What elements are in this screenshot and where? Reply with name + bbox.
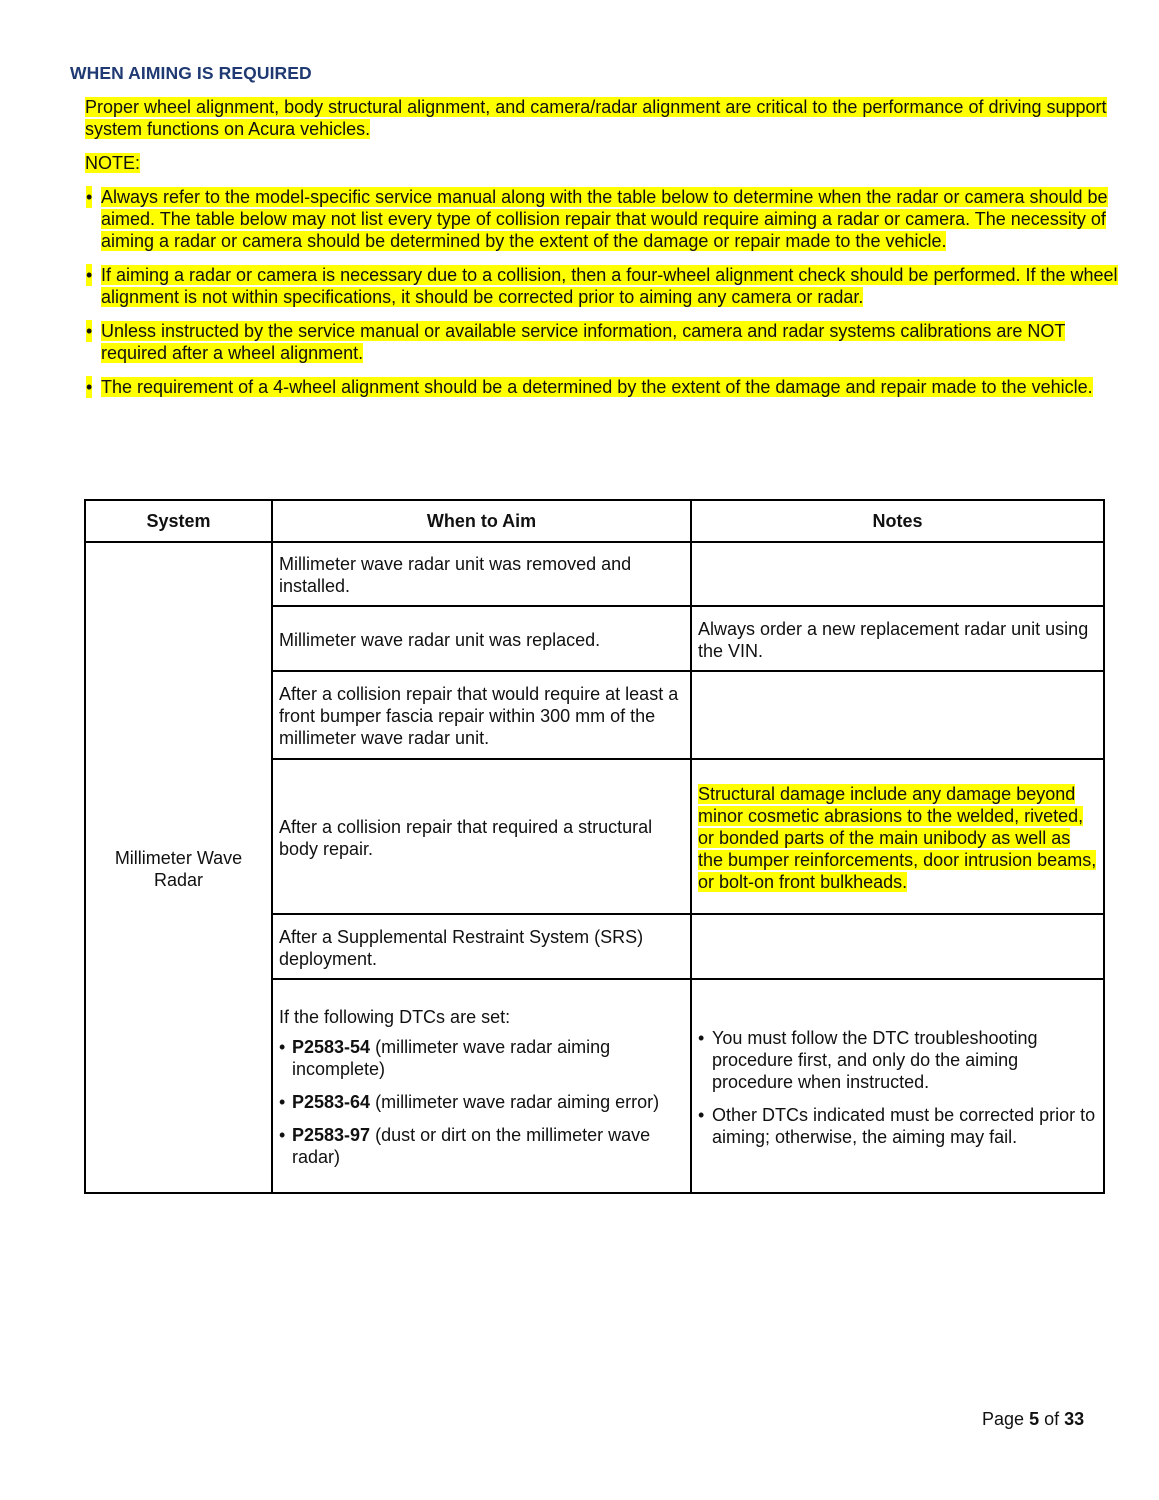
dtc-item — [279, 1036, 684, 1080]
page-word: Page — [982, 1409, 1025, 1429]
dtc-item — [279, 1091, 684, 1113]
intro-text: Proper wheel alignment, body structural alignment, and camera/radar alignment are critical to the performance of driving support system functions on Acura vehicles. — [85, 97, 1107, 139]
bullet-icon: • — [279, 1037, 286, 1057]
dtc-list — [279, 1036, 684, 1168]
bullet-icon: • — [279, 1092, 286, 1112]
when-cell: After a Supplemental Restraint System (SRS) deployment. — [272, 914, 691, 979]
dtc-code: P2583-97 — [292, 1125, 371, 1145]
dtc-note-item — [698, 1027, 1097, 1093]
when-cell: Millimeter wave radar unit was removed and installed. — [272, 542, 691, 606]
note-label-text: NOTE: — [85, 153, 141, 173]
dtc-desc: (millimeter wave radar aiming error) — [370, 1092, 660, 1112]
header-notes: Notes — [691, 500, 1104, 542]
notes-cell — [691, 671, 1104, 759]
notes-cell: Always order a new replacement radar unit using the VIN. — [691, 606, 1104, 671]
bullet-icon: • — [86, 377, 93, 397]
dtc-note-text: You must follow the DTC troubleshooting procedure first, and only do the aiming procedure when instructed. — [712, 1027, 1038, 1092]
dtc-notes-list — [698, 1027, 1097, 1148]
note-bullet-text: Unless instructed by the service manual or available service information, camera and radar systems calibrations are NOT required after a wheel alignment. — [101, 321, 1066, 363]
dtc-note-text: Other DTCs indicated must be corrected prior to aiming; otherwise, the aiming may fail. — [712, 1104, 1096, 1147]
note-bullet-text: If aiming a radar or camera is necessary due to a collision, then a four-wheel alignment check should be performed. If the wheel alignment is not within specifications, it should be corrected prior to aiming any camera or radar. — [101, 265, 1118, 307]
notes-cell — [691, 542, 1104, 606]
header-when-to-aim: When to Aim — [272, 500, 691, 542]
page-number — [982, 1409, 1084, 1430]
note-bullet — [85, 186, 1125, 252]
bullet-icon: • — [698, 1104, 705, 1125]
aiming-table — [84, 499, 1105, 1194]
system-cell: Millimeter Wave Radar — [85, 542, 272, 1193]
table-header-row — [85, 500, 1104, 542]
of-word: of — [1044, 1409, 1060, 1429]
bullet-icon: • — [279, 1125, 286, 1145]
dtc-desc: (dust or dirt on the millimeter wave radar) — [292, 1125, 651, 1167]
when-cell: After a collision repair that would require at least a front bumper fascia repair within 300 mm of the millimeter wave radar unit. — [272, 671, 691, 759]
note-bullet — [85, 320, 1125, 364]
dtc-notes-cell — [691, 979, 1104, 1193]
note-bullet-text: Always refer to the model-specific service manual along with the table below to determine when the radar or camera should be aimed. The table below may not list every type of collision repair that would require aiming a radar or camera. The necessity of aiming a radar or camera should be determined by the extent of the damage or repair made to the vehicle. — [101, 187, 1108, 251]
notes-cell — [691, 914, 1104, 979]
intro-paragraph — [85, 96, 1125, 140]
header-system: System — [85, 500, 272, 542]
dtc-code: P2583-64 — [292, 1092, 371, 1112]
dtc-intro: If the following DTCs are set: — [279, 1007, 511, 1027]
section-heading: WHEN AIMING IS REQUIRED — [70, 63, 312, 83]
note-bullet-text: The requirement of a 4-wheel alignment should be a determined by the extent of the damage and repair made to the vehicle. — [101, 377, 1093, 397]
bullet-icon: • — [86, 187, 93, 207]
dtc-item — [279, 1124, 684, 1168]
note-bullet — [85, 264, 1125, 308]
when-cell: Millimeter wave radar unit was replaced. — [272, 606, 691, 671]
note-bullet-list — [85, 186, 1125, 410]
dtc-code: P2583-54 — [292, 1037, 371, 1057]
dtc-when-cell — [272, 979, 691, 1193]
page-total: 33 — [1064, 1409, 1085, 1429]
table-row — [85, 542, 1104, 606]
bullet-icon: • — [86, 265, 93, 285]
notes-cell — [691, 759, 1104, 914]
page-current: 5 — [1029, 1409, 1040, 1429]
note-label — [85, 152, 140, 174]
structural-damage-note: Structural damage include any damage beyond minor cosmetic abrasions to the welded, riveted, or bonded parts of the main unibody as well as the bumper reinforcements, door intrusion beams, or bolt-on front bulkheads. — [698, 783, 1097, 892]
dtc-note-item — [698, 1104, 1097, 1148]
dtc-desc: (millimeter wave radar aiming incomplete) — [292, 1037, 611, 1079]
when-cell: After a collision repair that required a structural body repair. — [272, 759, 691, 914]
bullet-icon: • — [86, 321, 93, 341]
note-bullet — [85, 376, 1125, 398]
bullet-icon: • — [698, 1027, 705, 1048]
